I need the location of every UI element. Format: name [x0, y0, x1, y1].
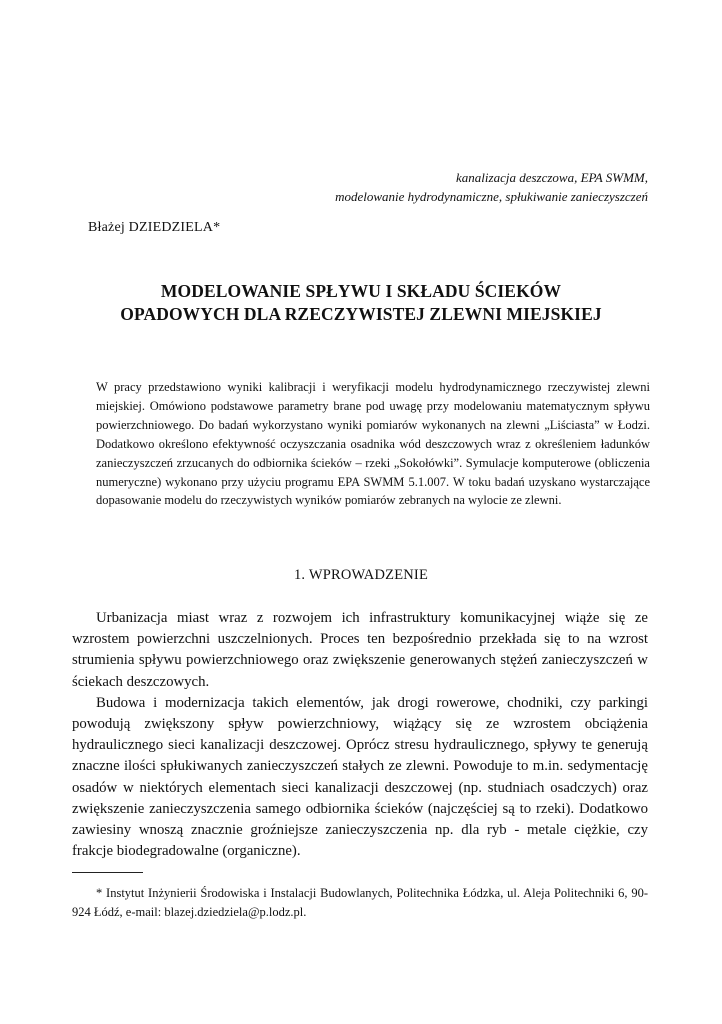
keywords-line-2: modelowanie hydrodynamiczne, spłukiwanie zanieczyszczeń [335, 189, 648, 204]
title-line-1: MODELOWANIE SPŁYWU I SKŁADU ŚCIEKÓW [160, 281, 562, 301]
footnote-divider [72, 872, 143, 873]
paper-title [60, 280, 662, 326]
section-body [72, 608, 648, 862]
footnote: * Instytut Inżynierii Środowiska i Instalacji Budowlanych, Politechnika Łódzka, ul. Aleja Politechniki 6, 90-924 Łódź, e-mail: blazej.dziedziela@p.lodz.pl. [72, 886, 648, 919]
author-name: Błażej DZIEDZIELA* [88, 220, 221, 235]
section-heading: 1. WPROWADZENIE [293, 567, 429, 583]
paragraph-2: Budowa i modernizacja takich elementów, jak drogi rowerowe, chodniki, czy parkingi powodują zwiększony spływ powierzchniowy, wiążący się ze wzrostem obciążenia hydraulicznego sieci kanalizacji deszczowej. Oprócz stresu hydraulicznego, spływy te generują znaczne ilości spłukiwanych zanieczyszczeń stałych ze zlewni. Powoduje to m.in. sedymentację osadów w niektórych elementach sieci kanalizacji deszczowej (np. studniach osadczych) oraz zwiększenie zanieczyszczenia samego odbiornika ścieków (najczęściej są to rzeki). Dodatkowo zawiesiny wnoszą znacznie groźniejsze zanieczyszczenia np. dla ryb - metale ciężkie, czy frakcje biodegradowalne (organiczne). [72, 694, 648, 860]
title-line-2: OPADOWYCH DLA RZECZYWISTEJ ZLEWNI MIEJSKIEJ [120, 304, 602, 324]
paragraph-1: Urbanizacja miast wraz z rozwojem ich infrastruktury komunikacyjnej wiąże się ze wzrostem powierzchni uszczelnionych. Proces ten bezpośrednio przekłada się to na wzrost strumienia spływu powierzchniowego oraz zwiększenie generowanych stężeń zanieczyszczeń w ściekach deszczowych. [72, 610, 648, 690]
abstract: W pracy przedstawiono wyniki kalibracji i weryfikacji modelu hydrodynamicznego rzeczywistej zlewni miejskiej. Omówiono podstawowe parametry brane pod uwagę przy modelowaniu matematycznym spływu powierzchniowego. Do badań wykorzystano wyniki pomiarów wykonanych na zlewni „Liściasta” w Łodzi. Dodatkowo określono efektywność oczyszczania osadnika wód deszczowych wraz z określeniem ładunków zanieczyszczeń zrzucanych do odbiornika ścieków – rzeki „Sokołówki”. Symulacje komputerowe (obliczenia numeryczne) wykonano przy użyciu programu EPA SWMM 5.1.007. W toku badań uzyskano wystarczające dopasowanie modelu do rzeczywistych wyników pomiarów zebranych na wylocie ze zlewni. [96, 380, 650, 508]
keywords-line-1: kanalizacja deszczowa, EPA SWMM, [456, 170, 648, 185]
keywords [335, 168, 648, 206]
